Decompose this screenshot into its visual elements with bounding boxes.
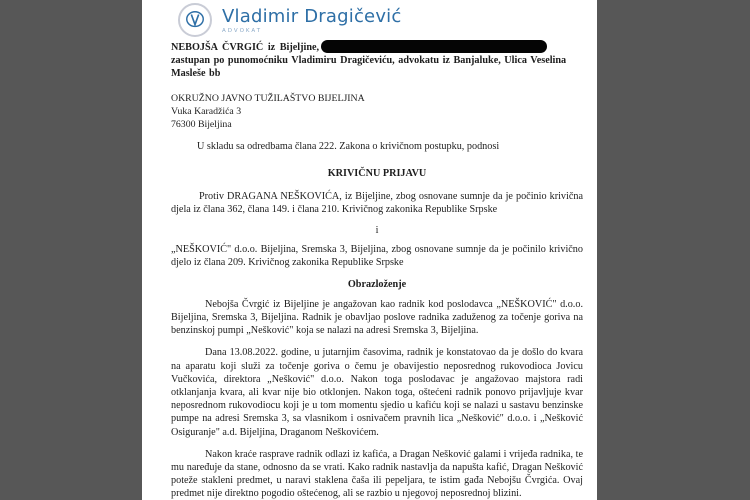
paragraph-1: Nebojša Čvrgić iz Bijeljine je angažovan kao radnik kod poslodavca „NEŠKOVIĆ" d.o.o. Bijeljina, Sremska 3, Bijeljina. Radnik je obavljao poslove radnika zaduženog za točenje goriva na benzinskoj pumpi „Nešković" koja se nalazi na adresi Sremska 3, Bijeljina. — [171, 298, 583, 337]
reasoning-title: Obrazloženje — [347, 278, 407, 290]
applicant-name: NEBOJŠA ČVRGIĆ iz Bijeljine, — [171, 42, 320, 53]
document-page — [142, 0, 597, 500]
letterhead — [178, 2, 401, 38]
recipient-block — [171, 92, 583, 132]
accused-1: Protiv DRAGANA NEŠKOVIĆA, iz Bijeljine, zbog osnovane sumnje da je počinio krivična djela iz člana 362, člana 149. i člana 210. Krivičnog zakonika Republike Srpske — [171, 190, 583, 215]
lawyer-name: Vladimir Dragičević — [222, 5, 402, 27]
accused-2: „NEŠKOVIĆ" d.o.o. Bijeljina, Sremska 3, Bijeljina, zbog osnovane sumnje da je počinilo krivično djelo iz člana 209. Krivičnog zakonika Republike Srpske — [171, 244, 583, 269]
lawyer-title: ADVOKAT — [222, 27, 263, 34]
applicant-block — [171, 40, 583, 81]
recipient-street: Vuka Karadžića 3 — [171, 105, 242, 117]
conjunction: i — [375, 225, 379, 237]
document-body — [171, 40, 583, 500]
v-monogram-icon — [184, 9, 206, 31]
document-title: KRIVIČNU PRIJAVU — [327, 168, 427, 180]
recipient-city: 76300 Bijeljina — [171, 119, 232, 131]
paragraph-3: Nakon kraće rasprave radnik odlazi iz kafića, a Dragan Nešković galami i vrijeđa radnika, te mu naređuje da stane, odnosno da se vrati. Kako radnik nastavlja da napušta kafić, Dragan Nešković poteže stakleni predmet, u naravi staklena čaša ili pepeljara, te istim gađa Nebojšu Čvrgića. Ovaj predmet nije direktno pogodio oštećenog, ali se razbio u njegovoj neposrednoj blizini. — [171, 448, 583, 500]
monogram-v-logo-icon — [178, 3, 212, 37]
paragraph-2: Dana 13.08.2022. godine, u jutarnjim časovima, radnik je konstatovao da je došlo do kvara na aparatu koji služi za točenje goriva o čemu je obavijestio neposrednog rukovodioca Jovicu Vučkovića, direktora „Nešković" d.o.o. Nakon toga poslodavac je angažovao majstora radi otklanjanja kvara, ali kvar nije bio otklonjen. Nakon toga, oštećeni radnik ponovo prijavljuje kvar neposrednom rukovodiocu koji je u tom momentu sjedio u kafiću koji se nalazi u sastavu benzinske pumpe na adresi Sremska 3, sa vlasnikom i osnivačem pravnih lica „Nešković" d.o.o. i „Nešković Osiguranje" a.d. Bijeljina, Draganom Neškovićem. — [171, 347, 583, 438]
applicant-representative: zastupan po punomoćniku Vladimiru Dragičeviću, advokatu iz Banjaluke, Ulica Veselina Masleše bb — [171, 55, 567, 80]
redaction-bar — [321, 40, 547, 53]
recipient-name: OKRUŽNO JAVNO TUŽILAŠTVO BIJELJINA — [171, 92, 365, 104]
intro-text: U skladu sa odredbama člana 222. Zakona o krivičnom postupku, podnosi — [197, 141, 500, 153]
